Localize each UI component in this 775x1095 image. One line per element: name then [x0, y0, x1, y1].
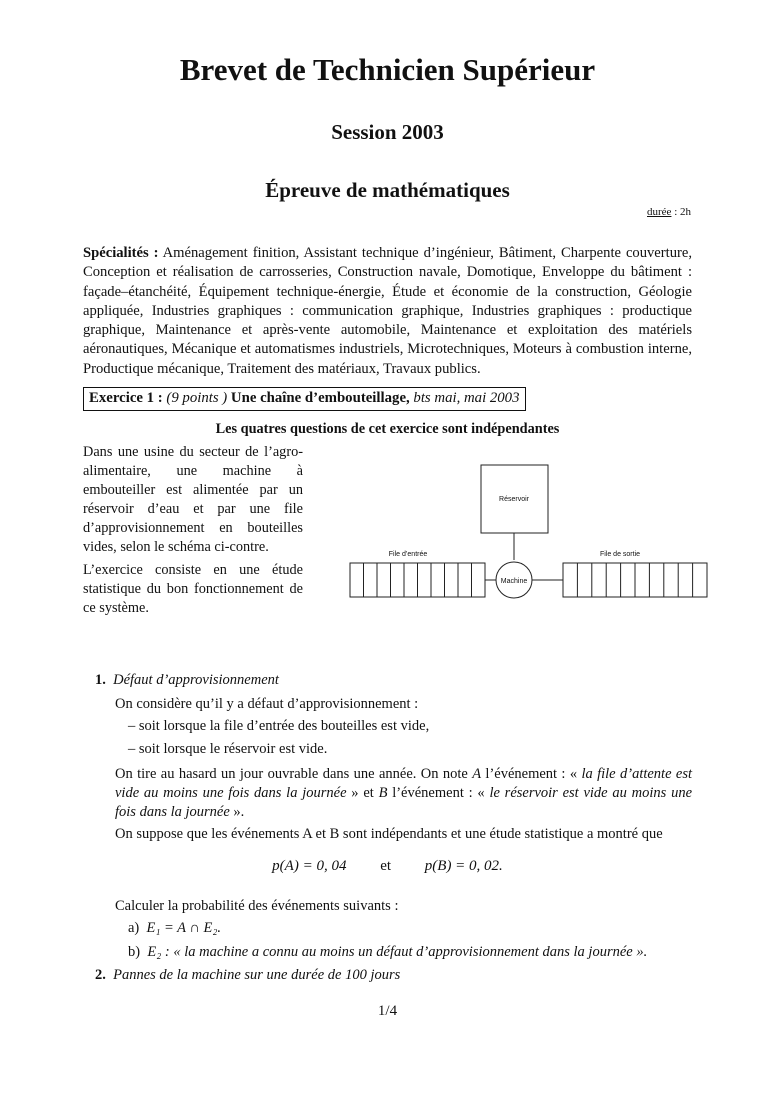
item-a-label: a) [128, 920, 140, 936]
specialites-paragraph [83, 244, 692, 379]
intro-paragraph-1: Dans une usine du secteur de l’agro-alimentaire, une machine à embouteiller est alimentée par un réservoir d’eau et par une file d’approvisionnement en bouteilles vides, selon le schéma ci-contre. [83, 444, 303, 555]
exercise-subtitle: Les quatres questions de cet exercice sont indépendantes [215, 421, 560, 437]
question-1-calc: Calculer la probabilité des événements suivants : [115, 898, 399, 914]
question-1-line-1: On considère qu’il y a défaut d’approvisionnement : [115, 696, 419, 712]
question-1-number: 1. [95, 672, 106, 688]
exercise-label: Exercice 1 : [89, 390, 163, 406]
question-2-number: 2. [95, 967, 106, 983]
page-number: 1/4 [377, 1003, 398, 1019]
exercise-header-box [83, 387, 526, 411]
input-queue-label: File d’entrée [388, 551, 428, 558]
event-b-definition: le réservoir est vide au moins une fois dans la journée [115, 785, 693, 820]
question-2-title: Pannes de la machine sur une durée de 100 jours [113, 967, 401, 983]
events-text-b: l’événement : « [481, 766, 582, 782]
events-text-e: l’événement : « [387, 785, 490, 801]
item-b-text: : « la machine a connu au moins un défaut d’approvisionnement dans la journée ». [161, 944, 648, 960]
question-1-dash-1: – soit lorsque la file d’entrée des bouteilles est vide, [128, 718, 430, 734]
duration-note [647, 206, 691, 218]
output-queue-slots [577, 563, 692, 597]
question-1-item-b [128, 944, 647, 961]
item-b-label: b) [128, 944, 141, 960]
session-heading: Session 2003 [331, 120, 444, 144]
question-1-events [115, 765, 692, 822]
formula-separator: et [380, 858, 392, 874]
formula-p-a: p(A) = 0, 04 [272, 858, 347, 874]
output-queue-label: File de sortie [599, 551, 641, 558]
reservoir-label: Réservoir [499, 496, 529, 503]
item-b-symbol: E₂ [147, 944, 162, 960]
event-a-definition: la file d’attente est vide au moins une fois dans la journée [115, 766, 692, 801]
duration-label: durée [647, 206, 672, 218]
question-1-suppose: On suppose que les événements A et B sont indépendants et une étude statistique a montré que [115, 826, 663, 842]
exercise-intro [83, 443, 303, 622]
probability-formula [0, 858, 775, 875]
bottling-chain-diagram [345, 460, 715, 605]
formula-p-b: p(B) = 0, 02. [424, 858, 503, 874]
events-text-a: On tire au hasard un jour ouvrable dans une année. On note [115, 766, 473, 782]
document-title: Brevet de Technicien Supérieur [179, 52, 596, 87]
item-a-text: E₁ = A ∩ E₂. [146, 920, 222, 936]
question-1-title: Défaut d’approvisionnement [113, 672, 279, 688]
intro-paragraph-2: L’exercice consiste en une étude statistique du bon fonctionnement de ce système. [83, 562, 303, 616]
question-2-heading [95, 967, 400, 984]
input-queue-slots [364, 563, 472, 597]
question-1-dash-2: – soit lorsque le réservoir est vide. [128, 741, 328, 757]
question-1-item-a [128, 920, 221, 937]
machine-label: Machine [500, 578, 528, 585]
epreuve-heading: Épreuve de mathématiques [265, 178, 510, 202]
event-b-symbol: B [378, 785, 388, 801]
events-text-g: ». [229, 804, 245, 820]
exercise-name: Une chaîne d’embouteillage, [230, 390, 410, 406]
question-1-heading [95, 672, 279, 689]
specialites-text: Aménagement finition, Assistant technique d’ingénieur, Bâtiment, Charpente couverture, Conception et réalisation de carrosseries, Construction navale, Domotique, Enveloppe du bâtiment : façade–étanchéité, Équipement technique-énergie, Étude et économie de la construction, Géologie appliquée, Industries graphiques : communication graphique, Industries graphiques : productique graphique, Maintenance et après-vente automobile, Maintenance et exploitation des matériels aéronautiques, Mécanique et automatismes industriels, Microtechniques, Moteurs à combustion interne, Productique mécanique, Traitement des matériaux, Travaux publics. [83, 245, 692, 377]
specialites-label: Spécialités : [83, 245, 159, 261]
events-text-d: » et [346, 785, 379, 801]
exercise-source: bts mai, mai 2003 [413, 390, 520, 406]
event-a-symbol: A [472, 766, 482, 782]
exercise-points: (9 points ) [166, 390, 228, 406]
duration-value: : 2h [671, 206, 691, 218]
